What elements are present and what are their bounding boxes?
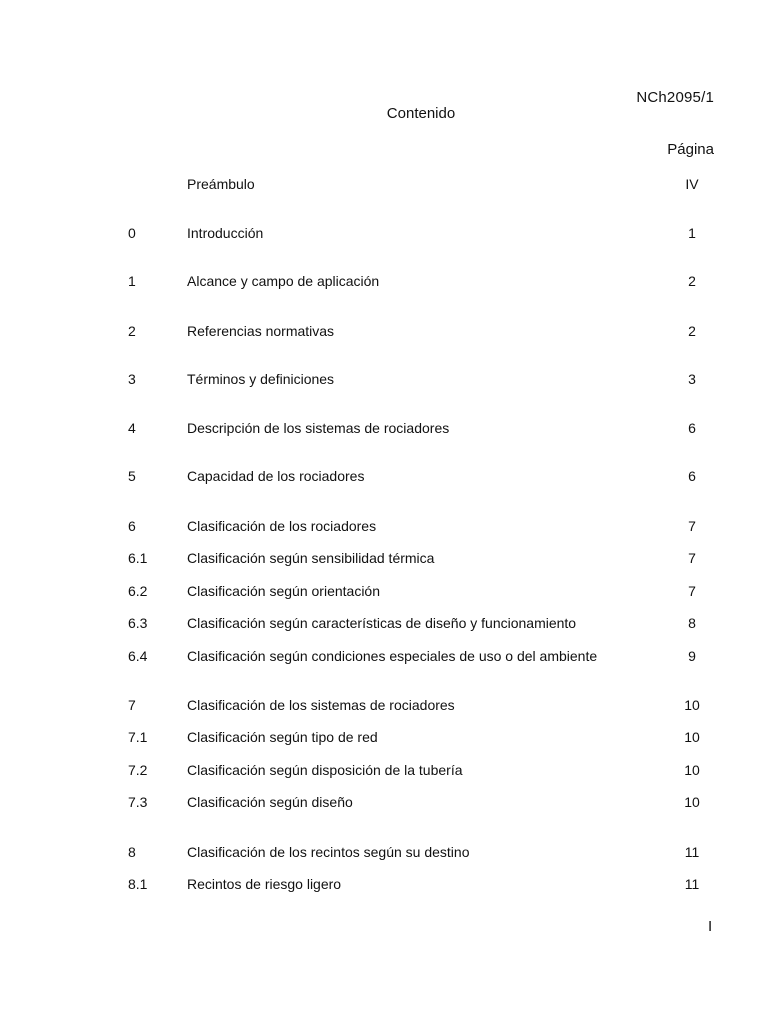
toc-page-number: 7 — [688, 583, 696, 599]
toc-page-number: 11 — [684, 876, 700, 892]
toc-number: 0 — [128, 225, 136, 241]
toc-title: Introducción — [187, 225, 264, 241]
toc-number: 6.1 — [128, 550, 148, 566]
toc-number: 5 — [128, 468, 136, 484]
document-code: NCh2095/1 — [636, 89, 714, 106]
toc-number: 6.4 — [128, 648, 148, 664]
toc-page-number: 2 — [688, 323, 696, 339]
toc-title: Clasificación según características de diseño y funcionamiento — [187, 615, 577, 631]
toc-page-number: 10 — [684, 697, 700, 713]
toc-row — [0, 613, 768, 633]
toc-page-number: 11 — [684, 844, 700, 860]
toc-page-number: 10 — [684, 794, 700, 810]
page-column-label: Página — [667, 141, 714, 158]
toc-row — [0, 792, 768, 812]
toc-number: 7.2 — [128, 762, 148, 778]
page-title: Contenido — [386, 105, 456, 122]
toc-number: 6.3 — [128, 615, 148, 631]
toc-title: Clasificación según disposición de la tubería — [187, 762, 463, 778]
toc-page-number: 7 — [688, 518, 696, 534]
toc-number: 3 — [128, 371, 136, 387]
toc-number: 8 — [128, 844, 136, 860]
toc-title: Clasificación según condiciones especiales de uso o del ambiente — [187, 648, 598, 664]
toc-row — [0, 321, 768, 341]
toc-page-number: 3 — [688, 371, 696, 387]
toc-title: Preámbulo — [187, 176, 255, 192]
toc-title: Clasificación de los recintos según su destino — [187, 844, 470, 860]
toc-page-number: 1 — [688, 225, 696, 241]
toc-row — [0, 418, 768, 438]
toc-number: 7 — [128, 697, 136, 713]
toc-number: 7.3 — [128, 794, 148, 810]
toc-page-number: 7 — [688, 550, 696, 566]
toc-page-number: 6 — [688, 420, 696, 436]
toc-row — [0, 727, 768, 747]
toc-page-number: 2 — [688, 273, 696, 289]
toc-row — [0, 646, 768, 666]
toc-title: Referencias normativas — [187, 323, 335, 339]
toc-title: Descripción de los sistemas de rociadores — [187, 420, 450, 436]
toc-page-number: 6 — [688, 468, 696, 484]
toc-title: Capacidad de los rociadores — [187, 468, 365, 484]
toc-title: Clasificación de los rociadores — [187, 518, 377, 534]
toc-row — [0, 695, 768, 715]
toc-page-number: IV — [685, 176, 699, 192]
toc-page-number: 10 — [684, 762, 700, 778]
toc-row — [0, 466, 768, 486]
toc-row — [0, 548, 768, 568]
toc-title: Términos y definiciones — [187, 371, 335, 387]
toc-title: Clasificación según orientación — [187, 583, 380, 599]
toc-row — [0, 842, 768, 862]
footer-page-number: I — [708, 918, 713, 935]
toc-page-number: 9 — [688, 648, 696, 664]
toc-number: 7.1 — [128, 729, 148, 745]
toc-title: Clasificación de los sistemas de rociadores — [187, 697, 455, 713]
toc-page-number: 10 — [684, 729, 700, 745]
toc-row — [0, 174, 768, 194]
toc-title: Recintos de riesgo ligero — [187, 876, 342, 892]
toc-number: 2 — [128, 323, 136, 339]
toc-number: 6 — [128, 518, 136, 534]
toc-row — [0, 223, 768, 243]
toc-title: Alcance y campo de aplicación — [187, 273, 380, 289]
toc-row — [0, 369, 768, 389]
toc-title: Clasificación según sensibilidad térmica — [187, 550, 435, 566]
toc-row — [0, 760, 768, 780]
toc-number: 6.2 — [128, 583, 148, 599]
toc-number: 8.1 — [128, 876, 148, 892]
toc-title: Clasificación según diseño — [187, 794, 353, 810]
toc-row — [0, 874, 768, 894]
toc-page-number: 8 — [688, 615, 696, 631]
toc-row — [0, 516, 768, 536]
toc-row — [0, 581, 768, 601]
toc-row — [0, 271, 768, 291]
toc-number: 1 — [128, 273, 136, 289]
toc-number: 4 — [128, 420, 136, 436]
toc-title: Clasificación según tipo de red — [187, 729, 378, 745]
